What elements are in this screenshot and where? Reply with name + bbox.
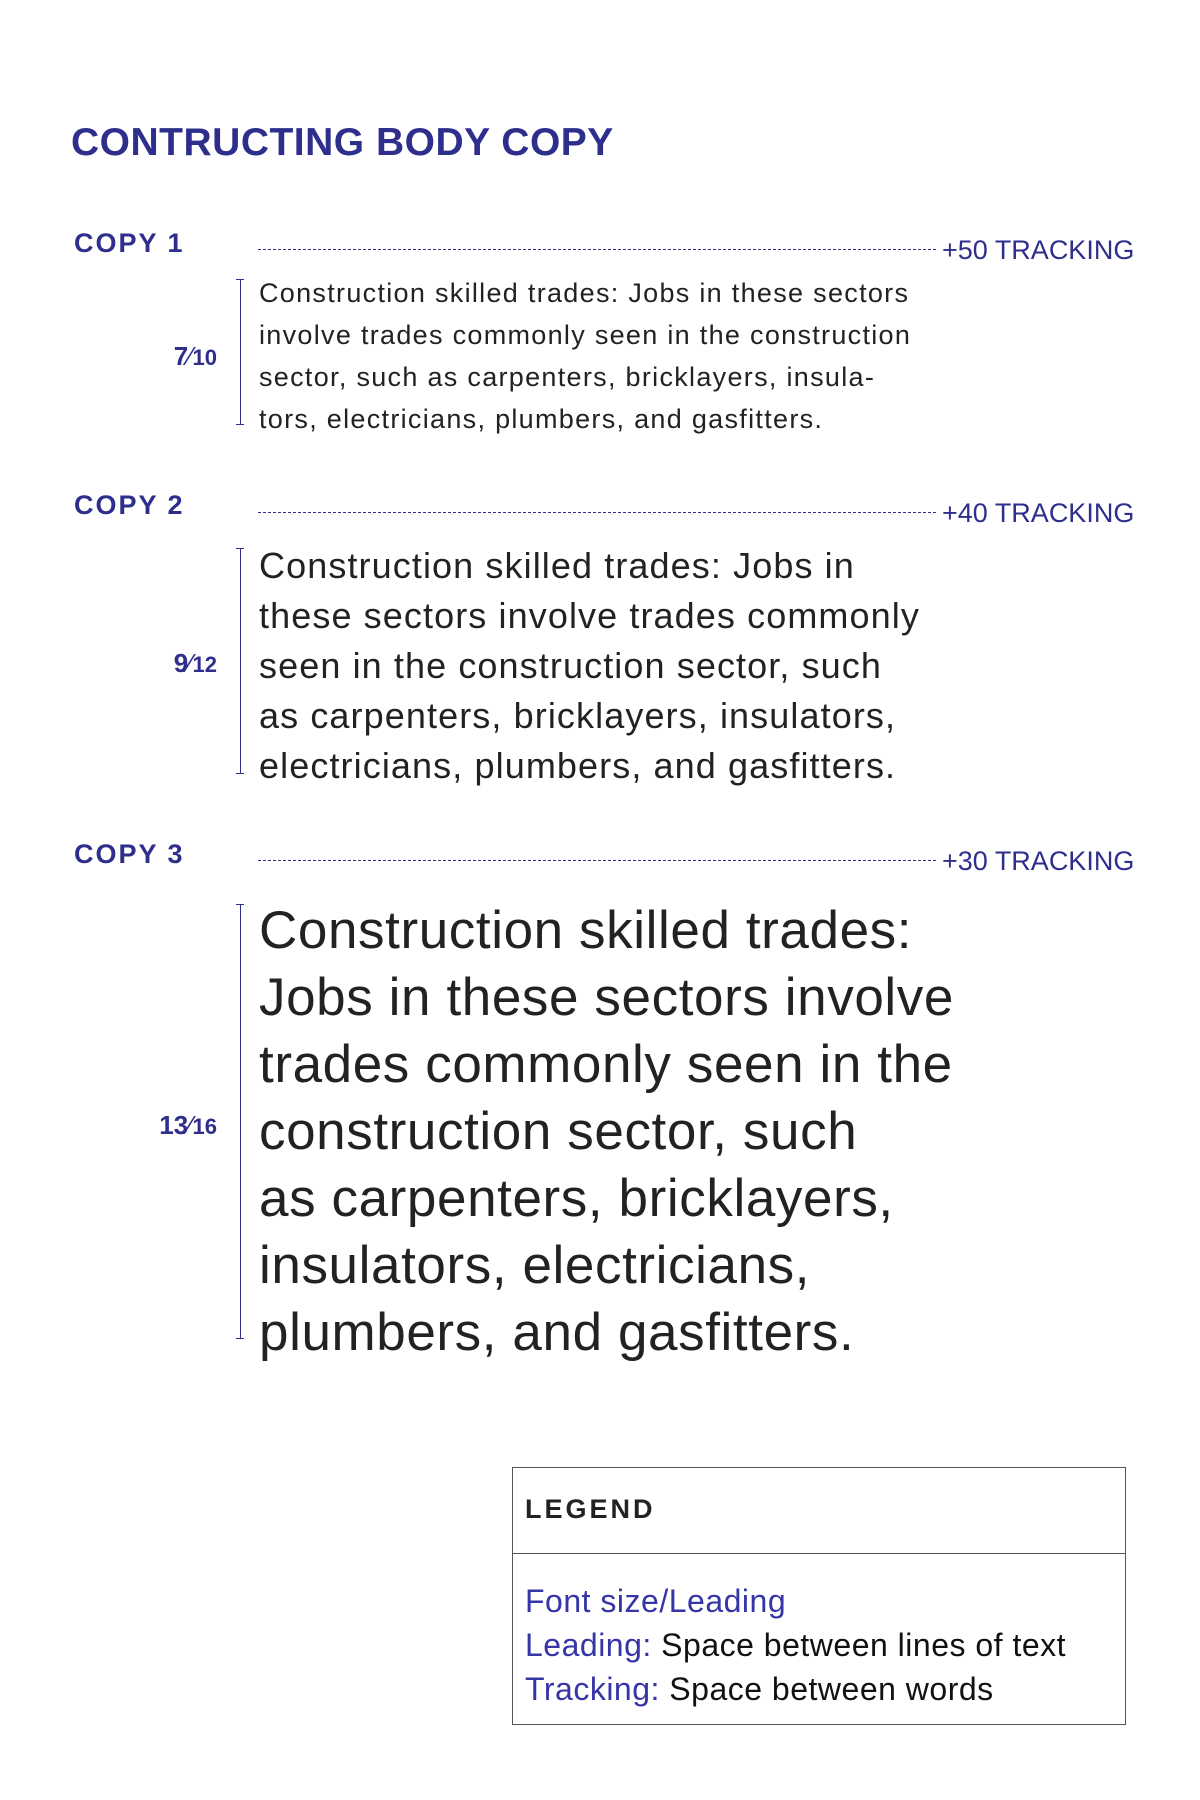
legend-item-tracking — [525, 1673, 994, 1705]
copy-line: Jobs in these sectors involve — [259, 968, 954, 1027]
leading-value: 16 — [192, 1114, 217, 1139]
legend-item-leading — [525, 1629, 1066, 1661]
font-size-leading-ratio: 13⁄16 — [159, 1110, 217, 1140]
copy-line: tors, electricians, plumbers, and gasfitters. — [259, 404, 824, 434]
body-copy-sample — [259, 897, 999, 1366]
font-size-value: 7 — [173, 341, 189, 371]
font-size-value: 9 — [173, 648, 189, 678]
copy-line: electricians, plumbers, and gasfitters. — [259, 745, 897, 786]
leading-value: 12 — [192, 652, 217, 677]
copy-line: as carpenters, bricklayers, — [259, 1169, 894, 1228]
copy-line: sector, such as carpenters, bricklayers, insula- — [259, 362, 876, 392]
copy-line: involve trades commonly seen in the construction — [259, 320, 912, 350]
text-block-bracket — [240, 279, 244, 425]
copy-line: plumbers, and gasfitters. — [259, 1303, 855, 1362]
body-copy-sample — [259, 541, 979, 791]
font-size-leading-ratio: 9⁄12 — [173, 648, 217, 678]
legend-item-font-size-leading — [525, 1585, 786, 1617]
text-block-bracket — [240, 904, 244, 1339]
legend-term: Tracking: — [525, 1671, 660, 1707]
tracking-label: +40 TRACKING — [942, 498, 1135, 528]
legend-description: Space between words — [669, 1671, 994, 1707]
legend-term: Font size/Leading — [525, 1583, 787, 1619]
copy-label: COPY 3 — [74, 839, 185, 869]
copy-line: as carpenters, bricklayers, insulators, — [259, 695, 897, 736]
copy-line: Construction skilled trades: Jobs in these sectors — [259, 278, 910, 308]
legend-divider — [513, 1553, 1125, 1554]
legend-box — [512, 1467, 1126, 1725]
copy-line: construction sector, such — [259, 1102, 858, 1161]
copy-line: Construction skilled trades: — [259, 901, 913, 960]
legend-term: Leading: — [525, 1627, 652, 1663]
copy-line: Construction skilled trades: Jobs in — [259, 545, 855, 586]
page-title: CONTRUCTING BODY COPY — [71, 121, 614, 164]
copy-line: seen in the construction sector, such — [259, 645, 883, 686]
copy-line: these sectors involve trades commonly — [259, 595, 920, 636]
font-size-value: 13 — [159, 1110, 189, 1140]
copy-line: trades commonly seen in the — [259, 1035, 953, 1094]
copy-label: COPY 1 — [74, 228, 185, 258]
dashed-rule — [258, 860, 936, 861]
legend-description: Space between lines of text — [661, 1627, 1067, 1663]
tracking-label: +50 TRACKING — [942, 235, 1135, 265]
dashed-rule — [258, 512, 936, 513]
body-copy-sample — [259, 272, 979, 440]
copy-line: insulators, electricians, — [259, 1236, 811, 1295]
dashed-rule — [258, 249, 936, 250]
font-size-leading-ratio: 7⁄10 — [173, 341, 217, 371]
copy-label: COPY 2 — [74, 490, 185, 520]
legend-title: LEGEND — [525, 1494, 656, 1524]
tracking-label: +30 TRACKING — [942, 846, 1135, 876]
leading-value: 10 — [192, 345, 217, 370]
text-block-bracket — [240, 548, 244, 774]
